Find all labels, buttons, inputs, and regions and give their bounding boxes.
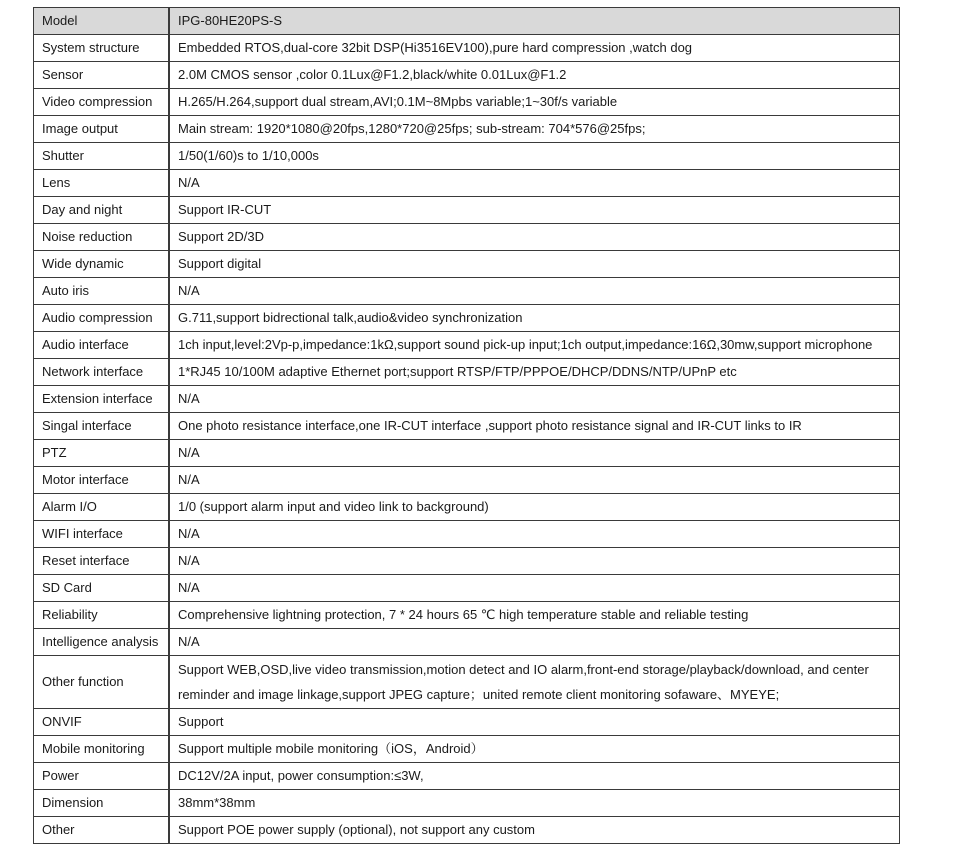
row-label: Other bbox=[34, 817, 170, 844]
row-label: ONVIF bbox=[34, 709, 170, 736]
table-row bbox=[34, 224, 900, 251]
row-label: Dimension bbox=[34, 790, 170, 817]
row-value: 38mm*38mm bbox=[169, 790, 900, 817]
row-label: Motor interface bbox=[34, 467, 170, 494]
table-row bbox=[34, 790, 900, 817]
row-value: N/A bbox=[169, 629, 900, 656]
table-row bbox=[34, 467, 900, 494]
row-label: Other function bbox=[34, 656, 170, 709]
table-row bbox=[34, 251, 900, 278]
row-label: Noise reduction bbox=[34, 224, 170, 251]
row-value: N/A bbox=[169, 170, 900, 197]
row-value: Support digital bbox=[169, 251, 900, 278]
row-value: IPG-80HE20PS-S bbox=[169, 8, 900, 35]
table-row bbox=[34, 386, 900, 413]
row-label: Mobile monitoring bbox=[34, 736, 170, 763]
row-value: Support POE power supply (optional), not support any custom bbox=[169, 817, 900, 844]
table-row bbox=[34, 494, 900, 521]
row-value: 2.0M CMOS sensor ,color 0.1Lux@F1.2,black/white 0.01Lux@F1.2 bbox=[169, 62, 900, 89]
row-label: Network interface bbox=[34, 359, 170, 386]
row-label: Reliability bbox=[34, 602, 170, 629]
row-value: Support WEB,OSD,live video transmission,motion detect and IO alarm,front-end storage/playback/download, and center reminder and image linkage,support JPEG capture；united remote client monitoring sofaware、MYEYE; bbox=[169, 656, 900, 709]
table-row bbox=[34, 440, 900, 467]
row-label: Extension interface bbox=[34, 386, 170, 413]
row-value: Support IR-CUT bbox=[169, 197, 900, 224]
row-value: 1*RJ45 10/100M adaptive Ethernet port;support RTSP/FTP/PPPOE/DHCP/DDNS/NTP/UPnP etc bbox=[169, 359, 900, 386]
row-value: G.711,support bidrectional talk,audio&video synchronization bbox=[169, 305, 900, 332]
row-value: Comprehensive lightning protection, 7 * 24 hours 65 ℃ high temperature stable and reliable testing bbox=[169, 602, 900, 629]
row-label: Sensor bbox=[34, 62, 170, 89]
table-row bbox=[34, 116, 900, 143]
row-label: Audio interface bbox=[34, 332, 170, 359]
row-label: System structure bbox=[34, 35, 170, 62]
row-label: PTZ bbox=[34, 440, 170, 467]
row-label: Alarm I/O bbox=[34, 494, 170, 521]
table-row bbox=[34, 332, 900, 359]
table-row bbox=[34, 305, 900, 332]
table-row bbox=[34, 602, 900, 629]
row-value: N/A bbox=[169, 548, 900, 575]
row-label: Shutter bbox=[34, 143, 170, 170]
table-row bbox=[34, 62, 900, 89]
row-value: 1/0 (support alarm input and video link to background) bbox=[169, 494, 900, 521]
table-row bbox=[34, 575, 900, 602]
table-row bbox=[34, 709, 900, 736]
row-label: Lens bbox=[34, 170, 170, 197]
row-value: N/A bbox=[169, 575, 900, 602]
row-value: H.265/H.264,support dual stream,AVI;0.1M~8Mpbs variable;1~30f/s variable bbox=[169, 89, 900, 116]
table-row bbox=[34, 143, 900, 170]
table-row bbox=[34, 413, 900, 440]
row-value: N/A bbox=[169, 521, 900, 548]
row-value: DC12V/2A input, power consumption:≤3W, bbox=[169, 763, 900, 790]
row-value: N/A bbox=[169, 467, 900, 494]
row-value: Main stream: 1920*1080@20fps,1280*720@25fps; sub-stream: 704*576@25fps; bbox=[169, 116, 900, 143]
row-label: Reset interface bbox=[34, 548, 170, 575]
row-label: Wide dynamic bbox=[34, 251, 170, 278]
row-label: Audio compression bbox=[34, 305, 170, 332]
row-value: Support bbox=[169, 709, 900, 736]
row-value: Support 2D/3D bbox=[169, 224, 900, 251]
row-label: Day and night bbox=[34, 197, 170, 224]
row-label: Auto iris bbox=[34, 278, 170, 305]
table-row bbox=[34, 359, 900, 386]
row-value: Embedded RTOS,dual-core 32bit DSP(Hi3516EV100),pure hard compression ,watch dog bbox=[169, 35, 900, 62]
row-label: Power bbox=[34, 763, 170, 790]
row-value: One photo resistance interface,one IR-CUT interface ,support photo resistance signal and IR-CUT links to IR bbox=[169, 413, 900, 440]
table-row bbox=[34, 278, 900, 305]
table-row bbox=[34, 548, 900, 575]
spec-table-body bbox=[34, 8, 900, 844]
row-value: 1ch input,level:2Vp-p,impedance:1kΩ,support sound pick-up input;1ch output,impedance:16Ω,30mw,support microphone bbox=[169, 332, 900, 359]
row-label: WIFI interface bbox=[34, 521, 170, 548]
row-label: Video compression bbox=[34, 89, 170, 116]
table-row bbox=[34, 35, 900, 62]
row-label: Model bbox=[34, 8, 170, 35]
table-row bbox=[34, 629, 900, 656]
table-row-model bbox=[34, 8, 900, 35]
table-row bbox=[34, 521, 900, 548]
row-label: Intelligence analysis bbox=[34, 629, 170, 656]
row-value: N/A bbox=[169, 386, 900, 413]
row-label: Image output bbox=[34, 116, 170, 143]
table-row bbox=[34, 763, 900, 790]
row-label: SD Card bbox=[34, 575, 170, 602]
spec-table bbox=[33, 7, 900, 844]
table-row bbox=[34, 170, 900, 197]
table-row bbox=[34, 817, 900, 844]
table-row bbox=[34, 736, 900, 763]
row-value: Support multiple mobile monitoring（iOS，Android） bbox=[169, 736, 900, 763]
row-value: 1/50(1/60)s to 1/10,000s bbox=[169, 143, 900, 170]
table-row bbox=[34, 656, 900, 709]
row-value: N/A bbox=[169, 278, 900, 305]
table-row bbox=[34, 197, 900, 224]
table-row bbox=[34, 89, 900, 116]
row-label: Singal interface bbox=[34, 413, 170, 440]
row-value: N/A bbox=[169, 440, 900, 467]
